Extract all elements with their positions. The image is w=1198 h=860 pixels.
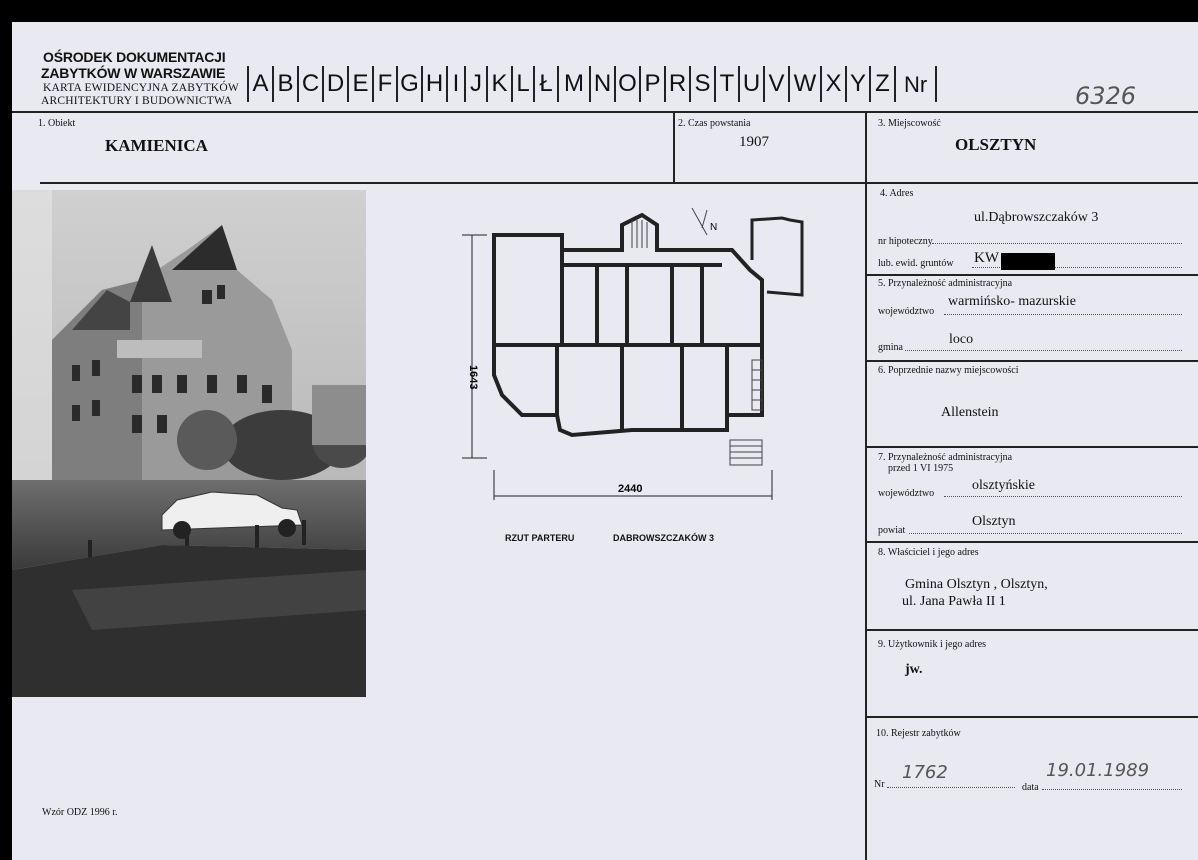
index-letter-p: P bbox=[639, 66, 664, 102]
wojewodztwo-1975-label: województwo bbox=[878, 488, 935, 499]
header-divider bbox=[12, 111, 1198, 113]
index-letter-ł: Ł bbox=[533, 66, 557, 102]
record-card bbox=[12, 22, 1198, 860]
index-letter-t: T bbox=[714, 66, 738, 102]
rejestr-label: 10. Rejestr zabytków bbox=[876, 728, 961, 739]
divider-obiekt-czas bbox=[673, 112, 675, 183]
uzytkownik-label: 9. Użytkownik i jego adres bbox=[878, 639, 987, 650]
section7-top bbox=[866, 446, 1198, 448]
floor-plan bbox=[432, 200, 812, 500]
card-type-line2: ARCHITEKTURY I BUDOWNICTWA bbox=[41, 95, 233, 107]
north-mark: N bbox=[710, 222, 718, 233]
index-letters-row bbox=[247, 66, 937, 102]
card-number-handwritten: 6326 bbox=[1075, 82, 1137, 110]
index-letter-e: E bbox=[347, 66, 372, 102]
index-letter-h: H bbox=[421, 66, 446, 102]
form-version: Wzór ODZ 1996 r. bbox=[42, 807, 118, 818]
obiekt-label: 1. Obiekt bbox=[38, 118, 76, 129]
rejestr-data-label: data bbox=[1022, 782, 1039, 793]
index-letter-u: U bbox=[738, 66, 763, 102]
przynaleznosc-1975-label: 7. Przynależność administracyjna bbox=[878, 452, 1013, 463]
gmina-value: loco bbox=[949, 332, 974, 347]
right-column-divider bbox=[865, 112, 867, 860]
przynaleznosc-label: 5. Przynależność administracyjna bbox=[878, 278, 1013, 289]
powiat-field bbox=[909, 533, 1182, 534]
dim-vertical: 1643 bbox=[467, 365, 479, 390]
org-name-line2: ZABYTKÓW W WARSZAWIE bbox=[41, 65, 226, 81]
index-letter-w: W bbox=[788, 66, 820, 102]
index-letter-n: N bbox=[589, 66, 614, 102]
kw-value: KW bbox=[974, 250, 999, 266]
dim-horizontal: 2440 bbox=[618, 483, 643, 495]
plan-caption-left: RZUT PARTERU bbox=[505, 533, 575, 543]
wojewodztwo-1975-field bbox=[944, 496, 1182, 497]
wojewodztwo-1975-value: olsztyńskie bbox=[972, 478, 1035, 493]
przynaleznosc-1975-label2: przed 1 VI 1975 bbox=[888, 463, 954, 474]
building-photo bbox=[12, 190, 366, 697]
miejscowosc-label: 3. Miejscowość bbox=[878, 118, 941, 129]
adres-label: 4. Adres bbox=[880, 188, 914, 199]
row1-divider bbox=[40, 182, 866, 184]
index-letter-j: J bbox=[464, 66, 486, 102]
rejestr-nr-field bbox=[887, 787, 1015, 788]
index-letter-v: V bbox=[763, 66, 788, 102]
wlasciciel-label: 8. Właściciel i jego adres bbox=[878, 547, 979, 558]
index-letter-i: I bbox=[446, 66, 464, 102]
rejestr-nr-label: Nr bbox=[874, 779, 885, 790]
index-letter-c: C bbox=[297, 66, 322, 102]
index-letter-a: A bbox=[247, 66, 272, 102]
plan-caption-right: DABROWSZCZAKÓW 3 bbox=[613, 533, 714, 543]
rejestr-nr-value: 1762 bbox=[902, 762, 948, 783]
index-letter-f: F bbox=[372, 66, 396, 102]
poprzednie-value: Allenstein bbox=[941, 405, 999, 420]
gmina-label: gmina bbox=[878, 342, 903, 353]
obiekt-value: KAMIENICA bbox=[105, 136, 208, 155]
rejestr-data-value: 19.01.1989 bbox=[1046, 760, 1150, 781]
rejestr-data-field bbox=[1042, 789, 1182, 790]
section6-top bbox=[866, 360, 1198, 362]
index-letter-z: Z bbox=[869, 66, 894, 102]
section9-top bbox=[866, 629, 1198, 631]
section4-top bbox=[866, 182, 1198, 184]
section8-top bbox=[866, 541, 1198, 543]
card-type-line1: KARTA EWIDENCYJNA ZABYTKÓW bbox=[43, 82, 239, 94]
czas-value: 1907 bbox=[739, 134, 769, 150]
powiat-label: powiat bbox=[878, 525, 906, 536]
uzytkownik-value: jw. bbox=[905, 662, 923, 677]
hipoteczny-field bbox=[932, 243, 1182, 244]
wlasciciel-line2: ul. Jana Pawła II 1 bbox=[902, 594, 1006, 609]
index-letter-y: Y bbox=[845, 66, 869, 102]
wlasciciel-line1: Gmina Olsztyn , Olsztyn, bbox=[905, 577, 1048, 592]
index-letter-x: X bbox=[820, 66, 845, 102]
section10-top bbox=[866, 716, 1198, 718]
powiat-value: Olsztyn bbox=[972, 514, 1016, 529]
index-letter-k: K bbox=[486, 66, 511, 102]
ewid-label: lub. ewid. gruntów bbox=[878, 258, 954, 269]
wojewodztwo-field bbox=[944, 314, 1182, 315]
index-letter-g: G bbox=[396, 66, 421, 102]
czas-label: 2. Czas powstania bbox=[678, 118, 751, 129]
index-nr-label: Nr bbox=[894, 66, 937, 102]
index-letter-s: S bbox=[689, 66, 714, 102]
index-letter-l: L bbox=[511, 66, 533, 102]
wojewodztwo-value: warmińsko- mazurskie bbox=[948, 294, 1076, 309]
miejscowosc-value: OLSZTYN bbox=[955, 135, 1037, 154]
index-letter-r: R bbox=[664, 66, 689, 102]
section5-top bbox=[866, 274, 1198, 276]
index-letter-b: B bbox=[272, 66, 297, 102]
gmina-field bbox=[905, 350, 1182, 351]
redaction-box bbox=[1001, 253, 1055, 270]
adres-value: ul.Dąbrowszczaków 3 bbox=[974, 210, 1099, 225]
poprzednie-label: 6. Poprzednie nazwy miejscowości bbox=[878, 365, 1019, 376]
org-name-line1: OŚRODEK DOKUMENTACJI bbox=[43, 49, 226, 65]
index-letter-d: D bbox=[322, 66, 347, 102]
index-letter-o: O bbox=[614, 66, 639, 102]
index-letter-m: M bbox=[557, 66, 589, 102]
hipoteczny-label: nr hipoteczny bbox=[878, 236, 933, 247]
wojewodztwo-label: województwo bbox=[878, 306, 935, 317]
